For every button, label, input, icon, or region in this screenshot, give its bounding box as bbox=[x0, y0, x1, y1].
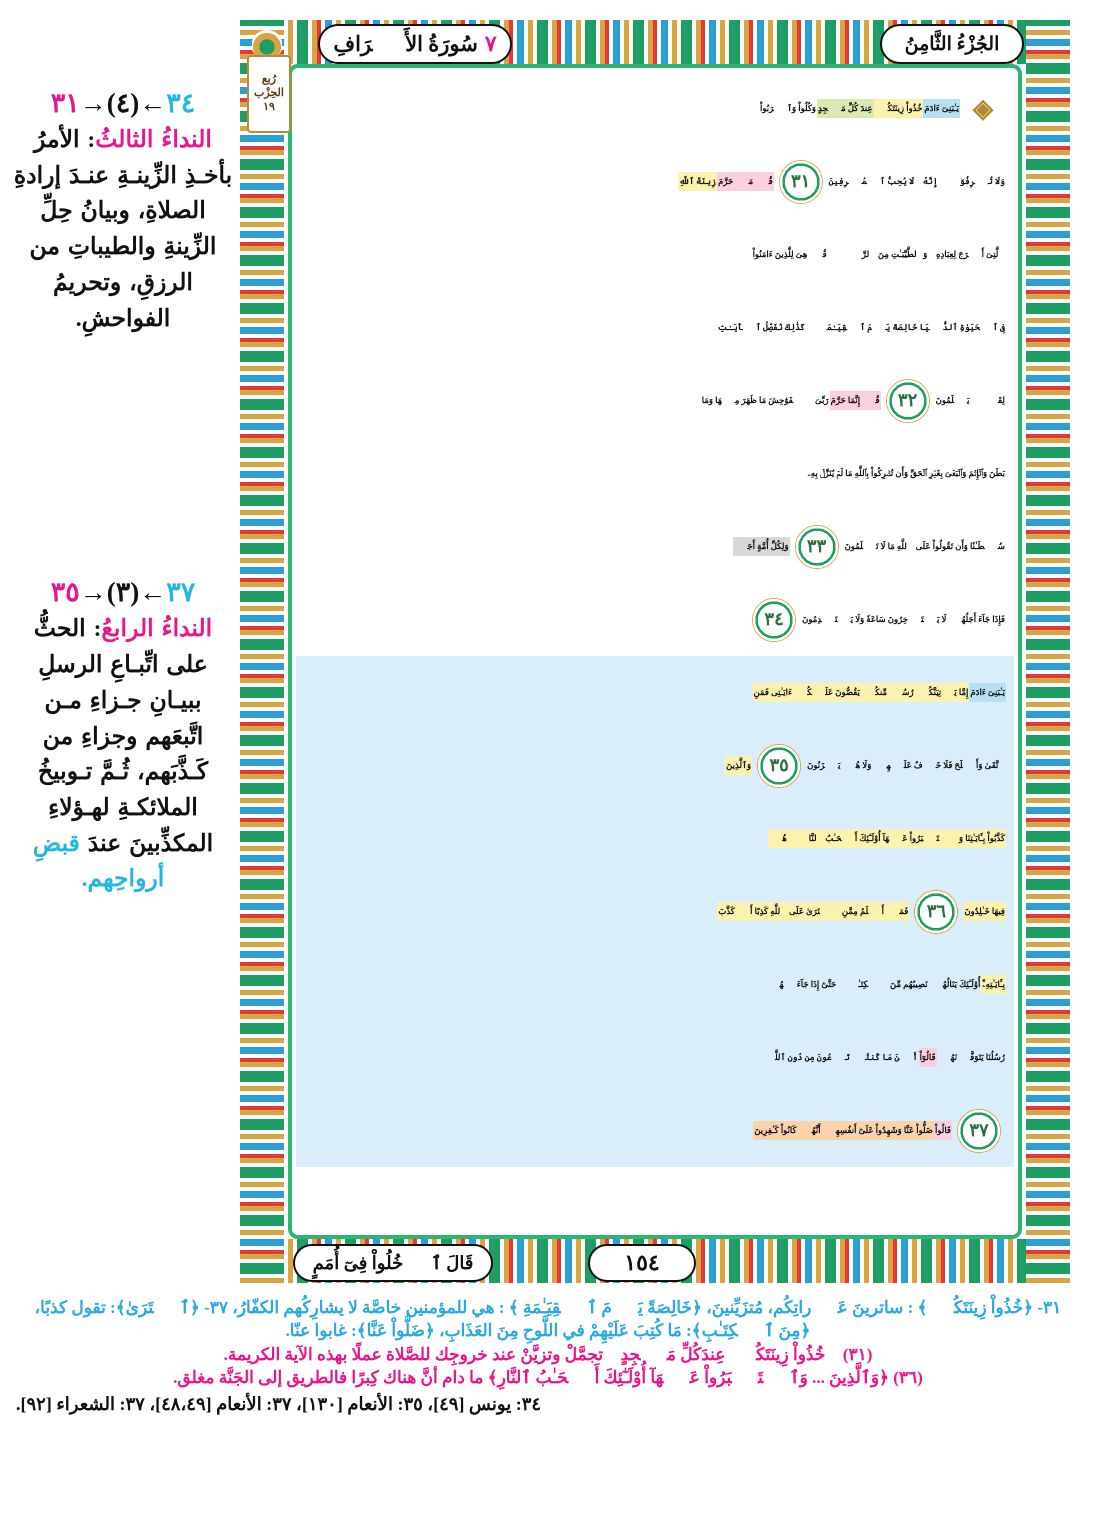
quran-text-segment: بِـَٔايَـٰتِهِۦٓۚ bbox=[981, 975, 1006, 994]
quran-line bbox=[296, 1021, 1014, 1094]
quran-line bbox=[296, 437, 1014, 510]
quran-line bbox=[296, 1094, 1014, 1167]
note-1-range-end: ٣٤ bbox=[166, 88, 196, 118]
footnote-blue-line-2: ﴿مِنَ ٱلۡكِتَـٰبِ﴾: مَا كُتِبَ عَلَيْهِمْ في اللَّوحِ مِنَ العَذَابِ، ﴿ضَلُّواْ عَنَّا﴾: غابوا عنّا. bbox=[285, 1321, 811, 1341]
juz-label: الجُزْءُ الثَّامِنُ bbox=[904, 33, 1000, 55]
quran-text-segment: أُوْلَـٰٓئِكَ يَنَالُهُمۡ نَصِيبُهُم مِّنَ ٱلۡكِتَـٰبِۖ حَتَّىٰٓ إِذَا جَآءَتۡهُمۡ bbox=[766, 979, 981, 990]
quran-text-area bbox=[296, 72, 1014, 1231]
note-2-range-start: ٣٥ bbox=[50, 577, 80, 608]
quran-text-segment: رَبِّىَ ٱلۡفَوَٰحِشَ مَا ظَهَرَ مِنۡهَا وَمَا bbox=[701, 395, 829, 406]
quran-text-segment: فِى ٱلۡحَيَوٰةِ ٱلدُّنۡيَا خَالِصَةً يَوۡمَ ٱلۡقِيَـٰمَةِۗ كَذَٰلِكَ نُفَصِّلُ ٱلۡأَيَـٰتِ bbox=[717, 322, 1005, 333]
quran-line bbox=[296, 729, 1014, 802]
note-2-range: ٣٧←(٣)→٣٥ bbox=[50, 577, 196, 608]
footnotes-area bbox=[16, 1296, 1080, 1419]
quran-line bbox=[296, 218, 1014, 291]
quran-text-segment: فَإِذَا جَآءَ أَجَلُهُمۡ لَا يَسۡتَأۡخِرُونَ سَاعَةٗ وَلَا يَسۡتَقۡدِمُونَ bbox=[802, 614, 1005, 625]
quran-text-segment: يَـٰبَنِىٓ ءَادَمَ bbox=[923, 99, 960, 118]
quran-text-segment: لِقَوۡمٖ يَعۡلَمُونَ bbox=[935, 395, 1005, 406]
surah-name: سُورَةُ الأَعۡرَافِ bbox=[333, 31, 478, 56]
page-number: ١٥٤ bbox=[624, 1250, 660, 1275]
surah-number: ٧ bbox=[484, 31, 497, 56]
quran-text-segment: عِندَ كُلِّ مَسۡجِدٍ bbox=[817, 99, 874, 118]
ornament-band-right bbox=[1026, 20, 1070, 1283]
footnote-pink-line-2: (٣٦) ﴿وَٱلَّذِينَ ... وَٱسۡتَكۡبَرُواْ عَنۡهَآ أُوْلَـٰٓئِكَ أَصۡحَـٰبُ ٱلنَّارِ﴾ ما دام أنَّ هناك كِبرًا فالطريق إلى الجَنَّة مغلق. bbox=[173, 1368, 923, 1388]
quran-text-segment: أَيۡنَ مَا كُنتُمۡ تَدۡعُونَ مِن دُونِ ٱللَّهِۖ bbox=[755, 1052, 918, 1063]
juz-cartouche bbox=[880, 24, 1024, 64]
surah-title-cartouche bbox=[318, 24, 512, 64]
ayah-number-marker: ٣٦ bbox=[914, 890, 958, 934]
quran-text-segment: قُلۡ مَنۡ حَرَّمَ bbox=[717, 172, 774, 191]
ornament-band-left bbox=[240, 20, 284, 1283]
sidebar-note-2 bbox=[12, 577, 234, 898]
quran-text-segment: فَمَنۡ أَظۡلَمُ مِمَّنِ ٱفۡتَرَىٰ عَلَى ٱللَّهِ كَذِبًا أَوۡ كَذَّبَ bbox=[717, 902, 909, 921]
note-1-body bbox=[12, 123, 234, 337]
quran-line bbox=[296, 145, 1014, 218]
hizb-ornament-icon bbox=[252, 30, 282, 56]
quran-text-segment: وَلِكُلِّ أُمَّةٍ أَجَلٞ bbox=[733, 537, 789, 556]
quran-text-segment: خُذُواْ زِينَتَكُمۡ bbox=[874, 99, 924, 118]
quran-text-segment: يَـٰبَنِىٓ ءَادَمَ bbox=[969, 683, 1006, 702]
quran-text-segment: رُسُلُنَا يَتَوَفَّوۡنَهُمۡ bbox=[937, 1052, 1005, 1063]
footnote-pink-line-1: (٣١) ﴿خُذُواْ زِينَتَكُمۡ عِندَكُلِّ مَسۡجِدٍ﴾ تجمَّلْ وتزيَّنْ عند خروجِك للصَّلاة عملًا بهذه الآية الكريمة. bbox=[223, 1344, 873, 1364]
quran-text-segment: وَٱلَّذِينَ bbox=[725, 756, 752, 775]
quran-text-segment: ٱتَّقَىٰ وَأَصۡلَحَ فَلَا خَوۡفٌ عَلَيۡهِمۡ وَلَا هُمۡ يَحۡزَنُونَ bbox=[807, 760, 1005, 771]
quran-text-segment: ضَلُّواْ عَنَّا وَشَهِدُواْ عَلَىٰٓ أَنفُسِهِمۡ أَنَّهُمۡ كَانُواْ كَـٰفِرِينَ bbox=[753, 1121, 934, 1140]
hizb-label-hizb: الحِزْب bbox=[254, 87, 284, 100]
note-1-text: : الأمرُ بأخـذِ الزِّينـةِ عنـدَ إرادةِ الصلاةِ، وبيانُ حِلِّ الزِّينةِ والطيباتِ من الرزقِ، وتحريمُ الفواحشِ. bbox=[13, 127, 233, 332]
next-page-catchword-cartouche bbox=[293, 1244, 493, 1282]
quran-text-segment: فِيهَا خَـٰلِدُونَ bbox=[963, 902, 1006, 921]
hizb-label-quarter: رُبع bbox=[261, 73, 277, 86]
quran-text-segment: كَذَّبُواْ بِـَٔايَـٰتِنَا وَٱسۡتَكۡبَرُواْ عَنۡهَآ أُوْلَـٰٓئِكَ أَصۡحَـٰبُ ٱلنَّارِۖ هُمۡ bbox=[768, 829, 1006, 848]
note-1-range-start: ٣١ bbox=[50, 88, 80, 118]
note-1-title: النداءُ الثالثُ bbox=[95, 127, 212, 154]
quran-text-segment: زِينَةَ ٱللَّهِ bbox=[678, 172, 717, 191]
quran-line bbox=[296, 656, 1014, 729]
quran-text-segment: سُلۡطَـٰنٗا وَأَن تَقُولُواْ عَلَى ٱللَّهِ مَا لَا تَعۡلَمُونَ bbox=[844, 541, 1005, 552]
quran-line bbox=[296, 364, 1014, 437]
ayah-number-marker: ٣٣ bbox=[795, 525, 839, 569]
quran-line bbox=[296, 948, 1014, 1021]
quran-line bbox=[296, 510, 1014, 583]
note-1-range: ٣٤←(٤)→٣١ bbox=[50, 88, 196, 118]
quran-text-segment: ٱلَّتِىٓ أَخۡرَجَ لِعِبَادِهِۦ وَٱلطَّيِّبَـٰتِ مِنَ ٱلرِّزۡقِۚ قُلۡ هِىَ لِلَّذِينَ ءَامَنُواْ bbox=[752, 249, 1005, 260]
footnote-blue-line-1: ٣١- ﴿خُذُواْ زِينَتَكُمۡ﴾ : ساترينَ عَوۡراتِكُم، مُتزَيِّنينَ، ﴿خَالِصَةً يَوۡمَ ٱلۡقِيَـٰمَةِ ﴾ : هي للمؤمنين خاصَّة لا يشارِكُهم الكفّارُ، ٣٧- ﴿ٱفۡتَرَىٰ﴾: تقول كذبًا، bbox=[34, 1298, 1062, 1317]
note-2-text: : الحثُّ على اتِّبـاعِ الرسلِ ببيـانِ جـزاءِ مـن اتَّبعَهم وجزاءِ من كَـذَّبَهم، ثُـمَّ تـوبيخُ الملائكـةِ لهـؤلاءِ المكذِّبينَ عندَ bbox=[33, 616, 214, 857]
ayah-number-marker: ٣٢ bbox=[886, 379, 930, 423]
note-2-range-count: ٣ bbox=[115, 577, 131, 608]
note-2-text-highlight: قبضِ أرواحِهم. bbox=[32, 830, 165, 893]
quran-text-segment: وَكُلُواْ وَٱشۡرَبُواْ bbox=[760, 103, 816, 114]
quran-line bbox=[296, 583, 1014, 656]
quran-text-segment: قَالُوٓاْ bbox=[919, 1048, 937, 1067]
quran-text-segment: بَطَنَ وَٱلۡإِثۡمَ وَٱلۡبَغۡىَ بِغَيۡرِ ٱلۡحَقِّ وَأَن تُشۡرِكُواْ بِٱللَّهِ مَا لَمۡ يُنَزِّلۡ بِهِۦ bbox=[807, 468, 1005, 479]
hizb-marker bbox=[247, 55, 291, 133]
note-2-range-end: ٣٧ bbox=[166, 577, 196, 608]
sidebar-note-1 bbox=[12, 88, 234, 337]
footnote-cross-references: ٣٤: يونس [٤٩]، ٣٥: الأنعام [١٣٠]، ٣٧: الأنعام [٤٨،٤٩]، ٣٧: الشعراء [٩٢]. bbox=[16, 1393, 542, 1414]
note-1-range-count: ٤ bbox=[115, 88, 131, 118]
quran-text-segment: قَالُواْ bbox=[934, 1121, 952, 1140]
hizb-label-number: ١٩ bbox=[263, 100, 275, 113]
quran-line bbox=[296, 875, 1014, 948]
quran-text-segment: وَلَا تُسۡرِفُوٓاْۚ إِنَّهُۥ لَا يُحِبُّ ٱلۡمُسۡرِفِينَ bbox=[828, 176, 1005, 187]
ayah-number-marker: ٣٥ bbox=[757, 744, 801, 788]
page-number-cartouche bbox=[588, 1244, 696, 1282]
quran-line bbox=[296, 72, 1014, 145]
ayah-number-marker: ٣١ bbox=[779, 160, 823, 204]
next-page-catchword: قَالَ ٱدۡخُلُواْ فِىٓ أُمَمٍ bbox=[312, 1252, 474, 1273]
sidebar-notes bbox=[12, 88, 234, 1268]
note-2-body bbox=[12, 612, 234, 898]
ayah-number-marker: ٣٧ bbox=[957, 1109, 1001, 1153]
note-2-title: النداءُ الرابعُ bbox=[101, 616, 213, 643]
quran-text-segment: إِمَّا يَأۡتِيَنَّكُمۡ رُسُلٞ مِّنكُمۡ يَقُصُّونَ عَلَيۡكُمۡ ءَايَـٰتِى فَمَنِ bbox=[753, 683, 970, 702]
quran-line bbox=[296, 291, 1014, 364]
rub-el-hizb-icon: ◈ bbox=[973, 93, 993, 123]
quran-text-segment: قُلۡ إِنَّمَا حَرَّمَ bbox=[830, 391, 881, 410]
quran-line bbox=[296, 802, 1014, 875]
ayah-number-marker: ٣٤ bbox=[752, 598, 796, 642]
